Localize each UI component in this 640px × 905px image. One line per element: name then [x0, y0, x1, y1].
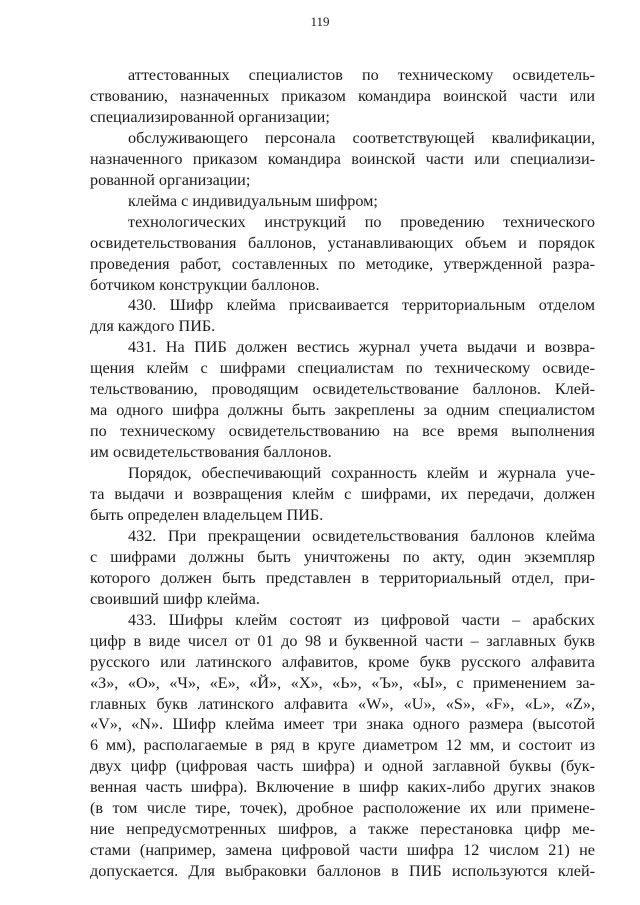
- page-number: 119: [310, 14, 330, 29]
- text-line: аттестованных специалистов по техническому освидетель-: [128, 66, 595, 84]
- text-line: которого должен быть представлен в территориальный отдел, при-: [90, 568, 595, 587]
- text-line: им освидетельствования баллонов.: [90, 443, 332, 462]
- text-line: Порядок, обеспечивающий сохранность клейм и журнала уче-: [128, 464, 595, 483]
- text-line: «V», «N». Шифр клейма имеет три знака одного размера (высотой: [90, 715, 595, 734]
- text-line: ствованию, назначенных приказом командира воинской части или: [90, 87, 595, 105]
- text-line: двух цифр (цифровая часть шифра) и одной заглавной буквы (бук-: [90, 757, 595, 776]
- text-line: «З», «О», «Ч», «Е», «Й», «Х», «Ь», «Ъ», «Ы», с применением за-: [90, 673, 595, 692]
- text-line: цифр в виде чисел от 01 до 98 и буквенной части – заглавных букв: [90, 631, 595, 650]
- text-line: 430. Шифр клейма присваивается территориальным отделом: [128, 296, 595, 315]
- text-line: своивший шифр клейма.: [90, 589, 260, 608]
- text-line: (в том числе тире, точек), дробное расположение их или примене-: [90, 799, 595, 818]
- text-line: ма одного шифра должны быть закреплены за одним специалистом: [90, 401, 595, 420]
- text-line: русского или латинского алфавитов, кроме букв русского алфавита: [90, 652, 595, 671]
- text-line: по техническому освидетельствованию на все время выполнения: [90, 422, 595, 441]
- text-line: обслуживающего персонала соответствующей квалификации,: [128, 128, 595, 147]
- text-line: допускается. Для выбраковки баллонов в ПИБ используются клей-: [90, 862, 595, 881]
- text-line: рованной организации;: [90, 170, 251, 189]
- text-line: та выдачи и возвращения клейм с шифрами, их передачи, должен: [90, 485, 595, 503]
- text-line: ботчиком конструкции баллонов.: [90, 275, 320, 294]
- text-line: для каждого ПИБ.: [90, 317, 216, 336]
- text-line: с шифрами должны быть уничтожены по акту, один экземпляр: [90, 547, 595, 566]
- text-line: назначенного приказом командира воинской части или специализи-: [90, 149, 595, 168]
- text-line: ние непредусмотренных шифров, а также перестановка цифр ме-: [90, 820, 595, 839]
- text-line: главных букв латинского алфавита «W», «U», «S», «F», «L», «Z»,: [90, 694, 595, 713]
- text-line: тельствованию, проводящим освидетельствование баллонов. Клей-: [90, 380, 595, 399]
- text-line: освидетельствования баллонов, устанавливающих объем и порядок: [90, 233, 595, 252]
- text-line: щения клейм с шифрами специалистам по техническому освиде-: [90, 359, 595, 378]
- text-line: быть определен владельцем ПИБ.: [90, 505, 324, 524]
- text-line: проведения работ, составленных по методике, утвержденной разра-: [90, 254, 595, 273]
- text-line: клейма с индивидуальным шифром;: [128, 191, 378, 210]
- text-line: стами (например, замена цифровой части шифра 12 числом 21) не: [90, 841, 595, 860]
- text-line: 431. На ПИБ должен вестись журнал учета выдачи и возвра-: [128, 338, 595, 357]
- text-line: технологических инструкций по проведению технического: [128, 212, 595, 231]
- text-line: 6 мм), располагаемые в ряд в круге диаметром 12 мм, и состоит из: [90, 736, 595, 755]
- text-line: специализированной организации;: [90, 107, 330, 126]
- text-line: венная часть шифра). Включение в шифр каких-либо других знаков: [90, 778, 595, 797]
- text-line: 432. При прекращении освидетельствования баллонов клейма: [128, 526, 595, 545]
- text-line: 433. Шифры клейм состоят из цифровой части – арабских: [128, 610, 595, 629]
